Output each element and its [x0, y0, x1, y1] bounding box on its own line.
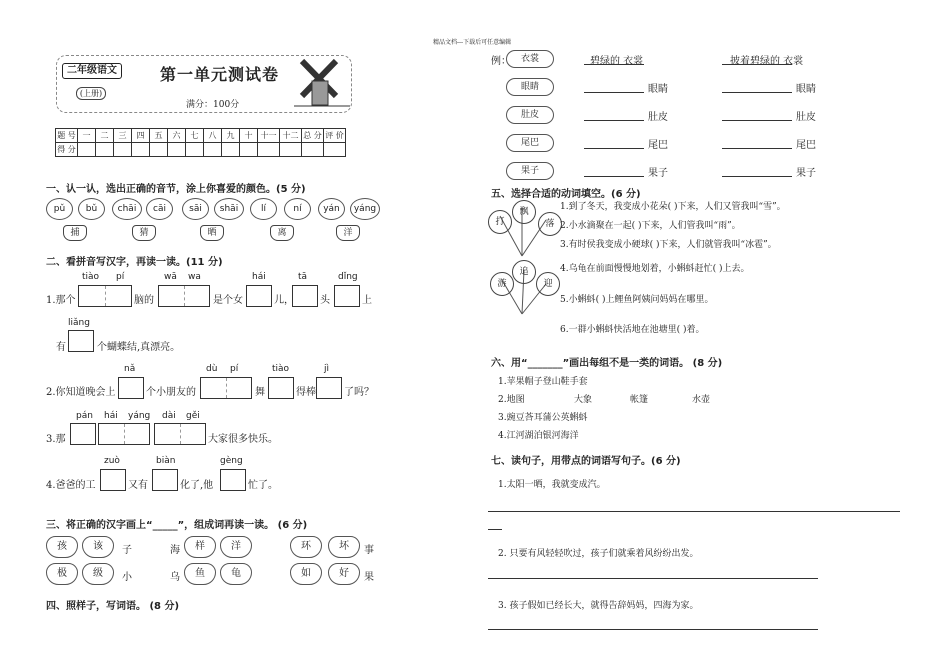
word-suffix: 果	[364, 572, 374, 583]
word-tail: 果子	[648, 168, 668, 179]
pinyin-bubble[interactable]: lí	[250, 198, 277, 220]
table-cell: 总 分	[302, 129, 324, 143]
word-prefix: 乌	[170, 572, 180, 583]
tianzi-box[interactable]	[78, 285, 132, 307]
table-cell: 评 价	[324, 129, 346, 143]
char-jar: 洋	[336, 225, 360, 241]
heart-choice[interactable]: 级	[82, 563, 114, 585]
grade-tag: 二年级语文	[62, 63, 122, 79]
table-cell: 五	[150, 129, 168, 143]
section-5-heading: 五、选择合适的动词填空。(6 分)	[491, 189, 641, 200]
pinyin-bubble[interactable]: sāi	[182, 198, 209, 220]
line-text: 得棒	[296, 387, 316, 398]
score-cell[interactable]	[132, 143, 150, 157]
verb-item: 3.有时侯我变成小硬球( )下来，人们就管我叫“冰雹”。	[560, 240, 777, 250]
word-tail: 眼睛	[648, 84, 668, 95]
table-cell: 九	[222, 129, 240, 143]
line-text: 是个女	[213, 295, 243, 306]
heart-choice[interactable]: 孩	[46, 536, 78, 558]
heart-choice[interactable]: 如	[290, 563, 322, 585]
heart-choice[interactable]: 洋	[220, 536, 252, 558]
word-tail: 果子	[796, 168, 816, 179]
tianzi-box[interactable]	[118, 377, 144, 399]
pinyin-bubble[interactable]: yáng	[350, 198, 380, 220]
section-1-heading: 一、认一认，选出正确的音节，涂上你喜爱的颜色。(5 分)	[46, 184, 306, 195]
table-cell: 题 号	[56, 129, 78, 143]
heart-choice[interactable]: 环	[290, 536, 322, 558]
underline	[584, 64, 644, 65]
answer-blank[interactable]	[584, 176, 644, 177]
pinyin: hái	[252, 272, 266, 282]
watermark: 精品文档---下载后可任意编辑	[433, 39, 512, 46]
volume-tag: (上册)	[76, 87, 106, 100]
answer-blank[interactable]	[722, 120, 792, 121]
pinyin: pí	[116, 272, 125, 282]
verb-circle[interactable]: 飘	[512, 200, 536, 224]
line-text: 4.爸爸的工	[46, 480, 96, 491]
heart-choice[interactable]: 该	[82, 536, 114, 558]
page-title: 第一单元测试卷	[160, 65, 280, 84]
group-item: 4.江河湖泊银河海洋	[498, 431, 579, 441]
verb-item: 5.小蝌蚪( )上鲤鱼阿姨问妈妈在哪里。	[560, 295, 714, 305]
tianzi-box[interactable]	[152, 469, 178, 491]
tianzi-box[interactable]	[70, 423, 96, 445]
table-cell: 六	[168, 129, 186, 143]
tianzi-box[interactable]	[220, 469, 246, 491]
tianzi-box[interactable]	[154, 423, 206, 445]
answer-blank[interactable]	[584, 120, 644, 121]
line-text: 脑的	[134, 295, 154, 306]
verb-circle[interactable]: 迎	[536, 272, 560, 296]
verb-item: 1.到了冬天，我变成小花朵( )下来，人们又管我叫“雪”。	[560, 202, 786, 212]
section-2-heading: 二、看拼音写汉字，再读一读。(11 分)	[46, 257, 223, 268]
score-cell[interactable]	[280, 143, 302, 157]
char-jar: 离	[270, 225, 294, 241]
group-item: 3.豌豆荅耳蒲公英蝌蚪	[498, 413, 588, 423]
answer-blank[interactable]	[722, 92, 792, 93]
score-cell[interactable]	[78, 143, 96, 157]
word-suffix: 事	[364, 545, 374, 556]
line-text: 1.那个	[46, 295, 76, 306]
pinyin: dài	[162, 411, 176, 421]
pinyin-bubble[interactable]: ní	[284, 198, 311, 220]
verb-item: 6.一群小蝌蚪快活地在池塘里( )着。	[560, 325, 705, 335]
example-answer-1: 碧绿的 衣裳	[590, 56, 644, 67]
verb-circle[interactable]: 追	[512, 260, 536, 284]
word-tail: 尾巴	[648, 140, 668, 151]
pinyin: gèng	[220, 456, 243, 466]
example-label: 例：	[491, 56, 511, 67]
answer-line[interactable]	[488, 629, 818, 630]
score-cell[interactable]	[258, 143, 280, 157]
answer-line[interactable]	[488, 578, 818, 579]
cloud-word: 眼睛	[506, 78, 554, 96]
char-jar: 捕	[63, 225, 87, 241]
word-prefix: 海	[170, 545, 180, 556]
pinyin-bubble[interactable]: bǔ	[78, 198, 105, 220]
heart-choice[interactable]: 坏	[328, 536, 360, 558]
pinyin: dǐng	[338, 272, 358, 282]
pinyin-bubble[interactable]: cāi	[146, 198, 173, 220]
score-cell[interactable]	[222, 143, 240, 157]
table-cell: 十一	[258, 129, 280, 143]
group-word: 水壶	[692, 395, 711, 405]
score-table-score-row	[56, 143, 346, 157]
score-cell[interactable]	[186, 143, 204, 157]
line-text: 2.你知道晚会上	[46, 387, 116, 398]
word-suffix: 子	[122, 545, 132, 556]
line-text: 化了,他	[180, 480, 214, 491]
tianzi-box[interactable]	[246, 285, 272, 307]
line-text: 大家很多快乐。	[208, 434, 278, 445]
word-suffix: 小	[122, 572, 132, 583]
word-tail: 尾巴	[796, 140, 816, 151]
pinyin: dù	[206, 364, 218, 374]
pinyin: tiào	[272, 364, 290, 374]
score-cell[interactable]	[324, 143, 346, 157]
pinyin-bubble[interactable]: pǔ	[46, 198, 73, 220]
word-tail: 肚皮	[648, 112, 668, 123]
line-text: 有	[56, 342, 66, 353]
pinyin: gěi	[186, 411, 200, 421]
pinyin: biàn	[156, 456, 176, 466]
tianzi-box[interactable]	[292, 285, 318, 307]
pinyin: yáng	[128, 411, 151, 421]
verb-item: 4.乌龟在前面慢慢地划着，小蝌蚪赶忙( )上去。	[560, 264, 750, 274]
cloud-word: 尾巴	[506, 134, 554, 152]
windmill-illustration	[292, 56, 352, 110]
pinyin: liǎng	[68, 318, 90, 328]
group-word: 帐篷	[630, 395, 649, 405]
score-table-header-row	[56, 129, 346, 143]
section-6-heading: 六、用“_______”画出每组不是一类的词语。 (8 分)	[491, 358, 723, 369]
score-cell[interactable]	[240, 143, 258, 157]
group-item: 1.苹果帽子登山鞋手套	[498, 377, 588, 387]
pinyin: nǎ	[124, 364, 136, 374]
sentence-item: 3. 孩子假如已经长大，就得告辞妈妈，四海为家。	[498, 601, 699, 611]
table-cell: 八	[204, 129, 222, 143]
word-tail: 眼睛	[796, 84, 816, 95]
verb-circle[interactable]: 游	[490, 272, 514, 296]
pinyin: pí	[230, 364, 239, 374]
line-text: 舞	[255, 387, 265, 398]
heart-choice[interactable]: 极	[46, 563, 78, 585]
table-cell: 得 分	[56, 143, 78, 157]
pinyin: wa	[188, 272, 201, 282]
pinyin: zuò	[104, 456, 120, 466]
answer-blank[interactable]	[584, 148, 644, 149]
score-cell[interactable]	[96, 143, 114, 157]
example-answer-2: 披着碧绿的 衣裳	[730, 56, 804, 67]
score-table	[55, 128, 346, 157]
line-text: 个小朋友的	[146, 387, 196, 398]
heart-choice[interactable]: 好	[328, 563, 360, 585]
pinyin: tiào	[82, 272, 100, 282]
tianzi-box[interactable]	[316, 377, 342, 399]
answer-blank[interactable]	[722, 176, 792, 177]
sentence-item: 2. 只要有风轻轻吹过，孩子们就乘着风纷纷出发。	[498, 549, 699, 559]
tianzi-box[interactable]	[158, 285, 210, 307]
line-text: 个蝴蝶结,真漂亮。	[97, 342, 181, 353]
group-word: 大象	[574, 395, 593, 405]
pinyin: jì	[324, 364, 330, 374]
pinyin: tā	[298, 272, 308, 282]
table-cell: 十	[240, 129, 258, 143]
tianzi-box[interactable]	[200, 377, 252, 399]
underline	[722, 64, 792, 65]
score-cell[interactable]	[114, 143, 132, 157]
table-cell: 三	[114, 129, 132, 143]
heart-choice[interactable]: 龟	[220, 563, 252, 585]
tianzi-box[interactable]	[100, 469, 126, 491]
tianzi-box[interactable]	[268, 377, 294, 399]
line-text: 上	[362, 295, 372, 306]
table-cell: 七	[186, 129, 204, 143]
score-cell[interactable]	[204, 143, 222, 157]
cloud-word: 肚皮	[506, 106, 554, 124]
cloud-word: 衣裳	[506, 50, 554, 68]
full-score: 满分：100分	[186, 100, 240, 110]
line-text: 忙了。	[248, 480, 278, 491]
sentence-item: 1.太阳一晒，我就变成汽。	[498, 480, 606, 490]
line-text: 又有	[128, 480, 148, 491]
answer-blank[interactable]	[722, 148, 792, 149]
answer-line[interactable]	[488, 511, 900, 512]
line-text: 头	[320, 295, 330, 306]
char-jar: 猜	[132, 225, 156, 241]
group-item: 2.地图	[498, 395, 525, 405]
pinyin-bubble[interactable]: chāi	[112, 198, 142, 220]
char-jar: 晒	[200, 225, 224, 241]
tianzi-box[interactable]	[68, 330, 94, 352]
heart-choice[interactable]: 鱼	[184, 563, 216, 585]
line-text: 儿，	[274, 295, 294, 306]
tianzi-box[interactable]	[334, 285, 360, 307]
pinyin-bubble[interactable]: yán	[318, 198, 345, 220]
pinyin: pán	[76, 411, 93, 421]
table-cell: 一	[78, 129, 96, 143]
pinyin: hái	[104, 411, 118, 421]
heart-choice[interactable]: 样	[184, 536, 216, 558]
table-cell: 四	[132, 129, 150, 143]
pinyin-bubble[interactable]: shāi	[214, 198, 244, 220]
line-text: 3.那	[46, 434, 66, 445]
score-cell[interactable]	[150, 143, 168, 157]
cloud-word: 果子	[506, 162, 554, 180]
word-tail: 肚皮	[796, 112, 816, 123]
answer-line[interactable]	[488, 529, 502, 530]
pinyin: wā	[164, 272, 177, 282]
verb-circle[interactable]: 落	[538, 212, 562, 236]
score-cell[interactable]	[302, 143, 324, 157]
score-cell[interactable]	[168, 143, 186, 157]
section-3-heading: 三、将正确的汉字画上“_____”，组成词再读一读。 (6 分)	[46, 520, 308, 531]
verb-item: 2.小水滴聚在一起( )下来，人们管我叫“雨”。	[560, 221, 741, 231]
tianzi-box[interactable]	[98, 423, 150, 445]
table-cell: 十二	[280, 129, 302, 143]
verb-circle[interactable]: 打	[488, 210, 512, 234]
table-cell: 二	[96, 129, 114, 143]
line-text: 了吗？	[344, 387, 374, 398]
answer-blank[interactable]	[584, 92, 644, 93]
section-4-heading: 四、照样子，写词语。 (8 分)	[46, 601, 180, 612]
section-7-heading: 七、读句子，用带点的词语写句子。(6 分)	[491, 456, 681, 467]
